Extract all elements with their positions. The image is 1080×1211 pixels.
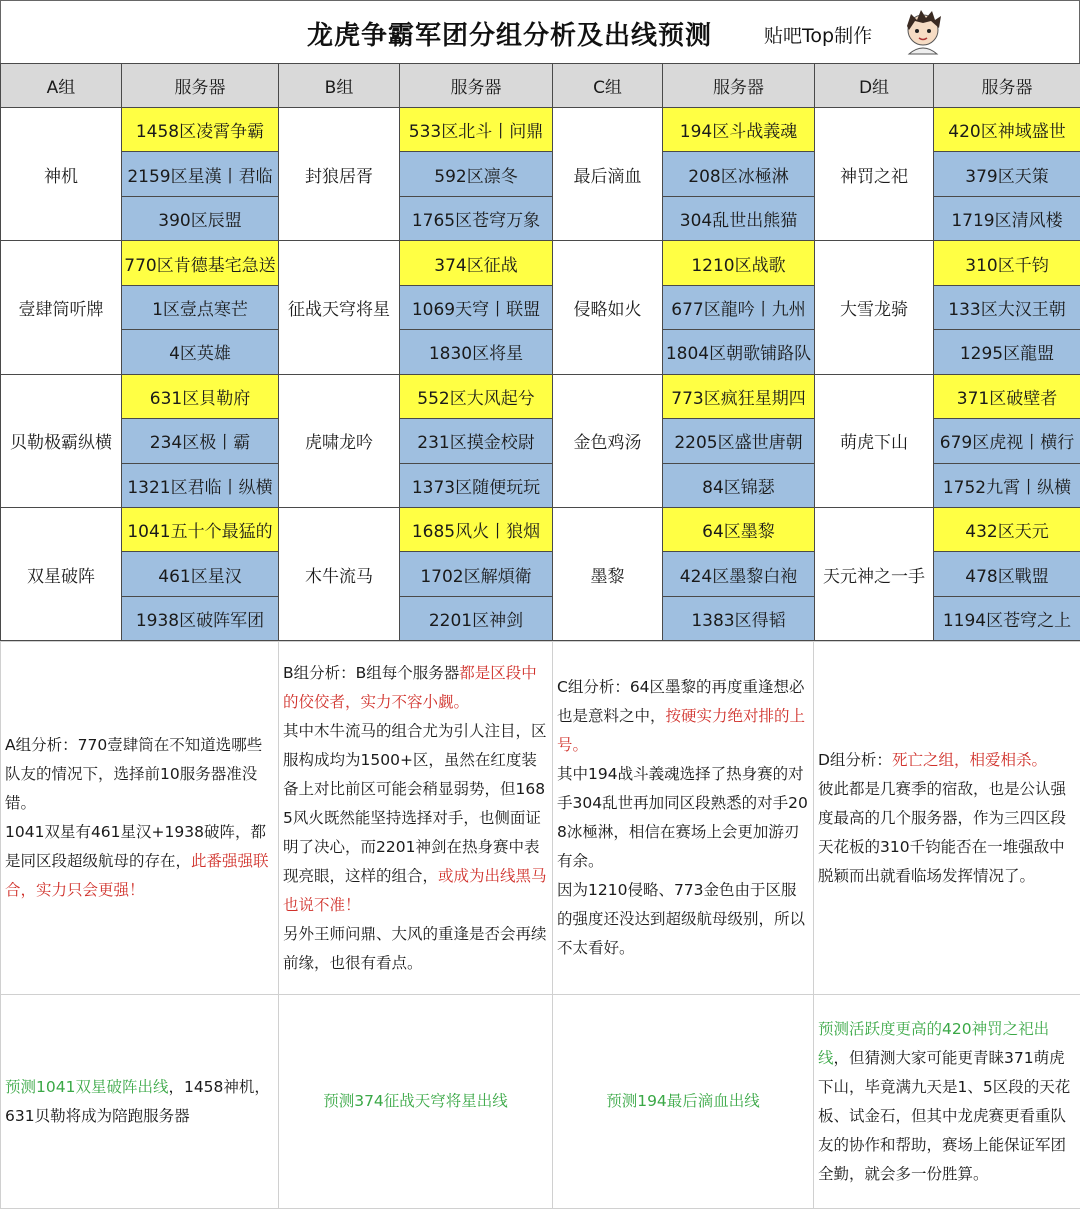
team-name: 神罚之祀	[815, 108, 934, 241]
server-header: 服务器	[934, 64, 1080, 108]
lead-server-cell: 432区天元	[934, 507, 1080, 551]
group-header: A组	[1, 64, 122, 108]
lead-server-cell: 194区斗战義魂	[663, 108, 815, 152]
team-name: 大雪龙骑	[815, 241, 934, 374]
server-cell: 390区辰盟	[122, 196, 279, 240]
emphasis-text: 此番强强联合，实力只会更强！	[5, 852, 269, 899]
prediction-b: 预测374征战天穹将星出线	[279, 995, 553, 1209]
lead-server-cell: 64区墨黎	[663, 507, 815, 551]
team-name: 墨黎	[553, 507, 663, 640]
server-cell: 304乱世出熊猫	[663, 196, 815, 240]
table-row	[1, 374, 1080, 418]
server-cell: 679区虎视丨横行	[934, 419, 1080, 463]
emphasis-text: 死亡之组，相爱相杀。	[891, 750, 1047, 769]
server-cell: 592区凛冬	[400, 152, 553, 196]
server-header: 服务器	[122, 64, 279, 108]
server-cell: 424区墨黎白袍	[663, 552, 815, 596]
lead-server-cell: 533区北斗丨问鼎	[400, 108, 553, 152]
lead-server-cell: 310区千钧	[934, 241, 1080, 285]
emphasis-text: 都是区段中的佼佼者，实力不容小觑。	[283, 663, 537, 711]
group-header: B组	[279, 64, 400, 108]
server-cell: 461区星汉	[122, 552, 279, 596]
server-cell: 1373区随便玩玩	[400, 463, 553, 507]
lead-server-cell: 420区神域盛世	[934, 108, 1080, 152]
server-cell: 1804区朝歌铺路队	[663, 330, 815, 374]
server-cell: 677区龍吟丨九州	[663, 285, 815, 329]
server-cell: 2205区盛世唐朝	[663, 419, 815, 463]
team-name: 虎啸龙吟	[279, 374, 400, 507]
team-name: 贝勒极霸纵横	[1, 374, 122, 507]
server-cell: 1069天穹丨联盟	[400, 285, 553, 329]
emphasis-text: 或成为出线黑马也说不准！	[283, 866, 547, 914]
server-cell: 1702区解煩衛	[400, 552, 553, 596]
prediction-a: 预测1041双星破阵出线，1458神机，631贝勒将成为陪跑服务器	[1, 995, 279, 1209]
server-cell: 1383区得韬	[663, 596, 815, 640]
server-cell: 208区冰極淋	[663, 152, 815, 196]
server-cell: 1295区龍盟	[934, 330, 1080, 374]
lead-server-cell: 631区貝勒府	[122, 374, 279, 418]
server-cell: 2159区星漢丨君临	[122, 152, 279, 196]
lead-server-cell: 1210区战歌	[663, 241, 815, 285]
server-cell: 4区英雄	[122, 330, 279, 374]
lead-server-cell: 371区破壁者	[934, 374, 1080, 418]
group-header: D组	[815, 64, 934, 108]
server-cell: 133区大汉王朝	[934, 285, 1080, 329]
lead-server-cell: 374区征战	[400, 241, 553, 285]
prediction-d: 预测活跃度更高的420神罚之祀出线，但猜测大家可能更青睐371萌虎下山，毕竟满九天是1、5区段的天花板、试金石，但其中龙虎赛更看重队友的协作和帮助，赛场上能保证军团全勤，就会多一份胜算。	[814, 995, 1080, 1209]
server-header: 服务器	[400, 64, 553, 108]
server-cell: 2201区神剑	[400, 596, 553, 640]
server-cell: 1752九霄丨纵横	[934, 463, 1080, 507]
title-bar	[0, 0, 1080, 63]
prediction-row	[1, 995, 1080, 1209]
table-row	[1, 108, 1080, 152]
server-cell: 1938区破阵军团	[122, 596, 279, 640]
team-name: 封狼居胥	[279, 108, 400, 241]
team-name: 壹肆筒听牌	[1, 241, 122, 374]
team-name: 侵略如火	[553, 241, 663, 374]
lead-server-cell: 770区肯德基宅急送	[122, 241, 279, 285]
prediction-c: 预测194最后滴血出线	[553, 995, 814, 1209]
analysis-b: B组分析：B组每个服务器都是区段中的佼佼者，实力不容小觑。 其中木牛流马的组合尤为引人注目，区服构成均为1500+区，虽然在红度装备上对比前区可能会稍显弱势，但1685风火既然能坚持选择对手，也侧面证明了决心，而2201神剑在热身赛中表现亮眼，这样的组合，或成为出线黑马也说不准！ 另外王师问鼎、大风的重逢是否会再续前缘，也很有看点。	[279, 642, 553, 995]
server-cell: 1194区苍穹之上	[934, 596, 1080, 640]
team-name: 双星破阵	[1, 507, 122, 640]
server-cell: 1765区苍穹万象	[400, 196, 553, 240]
group-header: C组	[553, 64, 663, 108]
emphasis-text: 按硬实力绝对排的上号。	[557, 707, 806, 754]
team-name: 征战天穹将星	[279, 241, 400, 374]
analysis-c: C组分析：64区墨黎的再度重逢想必也是意料之中，按硬实力绝对排的上号。 其中194战斗義魂选择了热身赛的对手304乱世再加同区段熟悉的对手208冰極淋，相信在赛场上会更加游刃有余。 因为1210侵略、773金色由于区服的强度还没达到超级航母级别，所以不太看好。	[553, 642, 814, 995]
server-cell: 1830区将星	[400, 330, 553, 374]
analysis-d: D组分析：死亡之组，相爱相杀。 彼此都是几赛季的宿敌，也是公认强度最高的几个服务器，作为三四区段天花板的310千钧能否在一堆强敌中脱颖而出就看临场发挥情况了。	[814, 642, 1080, 995]
table-row	[1, 241, 1080, 285]
lead-server-cell: 552区大风起兮	[400, 374, 553, 418]
server-cell: 1区壹点寒芒	[122, 285, 279, 329]
team-name: 木牛流马	[279, 507, 400, 640]
team-name: 金色鸡汤	[553, 374, 663, 507]
group-table	[0, 63, 1080, 641]
server-cell: 1719区清风楼	[934, 196, 1080, 240]
team-name: 天元神之一手	[815, 507, 934, 640]
server-cell: 231区摸金校尉	[400, 419, 553, 463]
analysis-row	[1, 642, 1080, 995]
lead-server-cell: 1458区凌霄争霸	[122, 108, 279, 152]
analysis-table	[0, 641, 1080, 1209]
page-title: 龙虎争霸军团分组分析及出线预测	[307, 21, 713, 51]
server-cell: 84区锦瑟	[663, 463, 815, 507]
team-name: 神机	[1, 108, 122, 241]
server-cell: 234区极丨霸	[122, 419, 279, 463]
header-row	[1, 64, 1080, 108]
maker-credit: 贴吧Top制作	[764, 25, 873, 47]
analysis-a: A组分析：770壹肆筒在不知道选哪些队友的情况下，选择前10服务器准没错。 1041双星有461星汉+1938破阵，都是同区段超级航母的存在，此番强强联合，实力只会更强！	[1, 642, 279, 995]
team-name: 萌虎下山	[815, 374, 934, 507]
server-cell: 1321区君临丨纵横	[122, 463, 279, 507]
lead-server-cell: 1041五十个最猛的	[122, 507, 279, 551]
avatar	[901, 8, 945, 56]
table-row	[1, 507, 1080, 551]
server-cell: 478区戰盟	[934, 552, 1080, 596]
server-header: 服务器	[663, 64, 815, 108]
lead-server-cell: 773区疯狂星期四	[663, 374, 815, 418]
server-cell: 379区天策	[934, 152, 1080, 196]
team-name: 最后滴血	[553, 108, 663, 241]
lead-server-cell: 1685风火丨狼烟	[400, 507, 553, 551]
